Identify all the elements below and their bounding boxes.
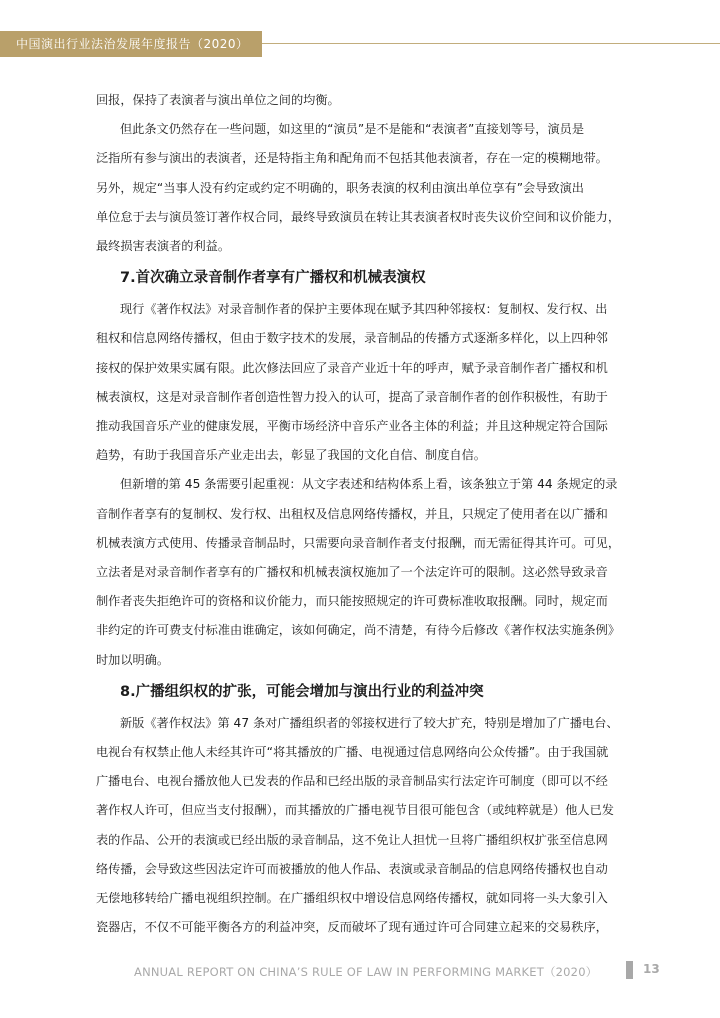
paragraph-line: 音制作者享有的复制权、发行权、出租权及信息网络传播权，并且，只规定了使用者在以广播和 (96, 506, 608, 521)
paragraph-line: 泛指所有参与演出的表演者，还是特指主角和配角而不包括其他表演者，存在一定的模糊地带。 (96, 151, 608, 166)
section-heading: 7.首次确立录音制作者享有广播权和机械表演权 (120, 270, 426, 287)
paragraph-line: 著作权人许可，但应当支付报酬），而其播放的广播电视节目很可能包含（或纯粹就是）他人已发 (96, 803, 614, 818)
paragraph-line: 推动我国音乐产业的健康发展，平衡市场经济中音乐产业各主体的利益；并且这种规定符合国际 (96, 419, 608, 434)
paragraph-line: 时加以明确。 (96, 652, 170, 667)
paragraph-line: 回报，保持了表演者与演出单位之间的均衡。 (96, 93, 340, 107)
running-header: 中国演出行业法治发展年度报告（2020） (0, 31, 262, 57)
paragraph-line: 广播电台、电视台播放他人已发表的作品和已经出版的录音制品实行法定许可制度（即可以不经 (96, 774, 608, 789)
paragraph-line: 新版《著作权法》第 47 条对广播组织者的邻接权进行了较大扩充，特别是增加了广播电台、 (120, 715, 619, 730)
paragraph-line: 械表演权，这是对录音制作者创造性智力投入的认可，提高了录音制作者的创作积极性，有助于 (96, 389, 608, 404)
paragraph-line: 租权和信息网络传播权，但由于数字技术的发展，录音制品的传播方式逐渐多样化，以上四种邻 (96, 331, 608, 346)
paragraph-line: 电视台有权禁止他人未经其许可“将其播放的广播、电视通过信息网络向公众传播”。由于我国就 (96, 745, 609, 760)
paragraph-line: 瓷器店，不仅不可能平衡各方的利益冲突，反而破坏了现有通过许可合同建立起来的交易秩序， (96, 920, 608, 935)
paragraph-line: 趋势，有助于我国音乐产业走出去，彰显了我国的文化自信、制度自信。 (96, 448, 486, 463)
paragraph-line: 但新增的第 45 条需要引起重视：从文字表述和结构体系上看，该条独立于第 44 条规定的录 (120, 477, 618, 492)
paragraph-line: 立法者是对录音制作者享有的广播权和机械表演权施加了一个法定许可的限制。这必然导致录音 (96, 565, 608, 580)
paragraph-line: 接权的保护效果实属有限。此次修法回应了录音产业近十年的呼声，赋予录音制作者广播权和机 (96, 360, 608, 375)
paragraph-line: 最终损害表演者的利益。 (96, 239, 231, 254)
running-footer: ANNUAL REPORT ON CHINA’S RULE OF LAW IN PERFORMING MARKET（2020） (134, 965, 598, 979)
paragraph-line: 表的作品、公开的表演或已经出版的录音制品，这不免让人担忧一旦将广播组织权扩张至信息网 (96, 832, 608, 847)
paragraph-line: 单位怠于去与演员签订著作权合同，最终导致演员在转让其表演者权时丧失议价空间和议价能力， (96, 209, 621, 224)
paragraph-line: 但此条文仍然存在一些问题，如这里的“演员”是不是能和“表演者”直接划等号，演员是 (120, 122, 585, 137)
section-heading: 8.广播组织权的扩张，可能会增加与演出行业的利益冲突 (120, 683, 484, 700)
paragraph-line: 无偿地移转给广播电视组织控制。在广播组织权中增设信息网络传播权，就如同将一头大象引入 (96, 891, 608, 906)
body-content (96, 86, 630, 942)
paragraph-line: 非约定的许可费支付标准由谁确定，该如何确定，尚不清楚，有待今后修改《著作权法实施条例》 (96, 623, 621, 638)
paragraph-line: 制作者丧失拒绝许可的资格和议价能力，而只能按照规定的许可费标准收取报酬。同时，规定而 (96, 594, 608, 609)
header-rule (262, 43, 720, 44)
paragraph-line: 络传播，会导致这些因法定许可而被播放的他人作品、表演或录音制品的信息网络传播权也自动 (96, 861, 608, 876)
paragraph-line: 机械表演方式使用、传播录音制品时，只需要向录音制作者支付报酬，而无需征得其许可。可见， (96, 535, 621, 550)
footer-bar (626, 961, 633, 979)
paragraph-line: 现行《著作权法》对录音制作者的保护主要体现在赋予其四种邻接权：复制权、发行权、出 (120, 302, 608, 317)
paragraph-line: 另外，规定“当事人没有约定或约定不明确的，职务表演的权利由演出单位享有”会导致演出 (96, 180, 584, 195)
page-number: 13 (643, 962, 660, 976)
